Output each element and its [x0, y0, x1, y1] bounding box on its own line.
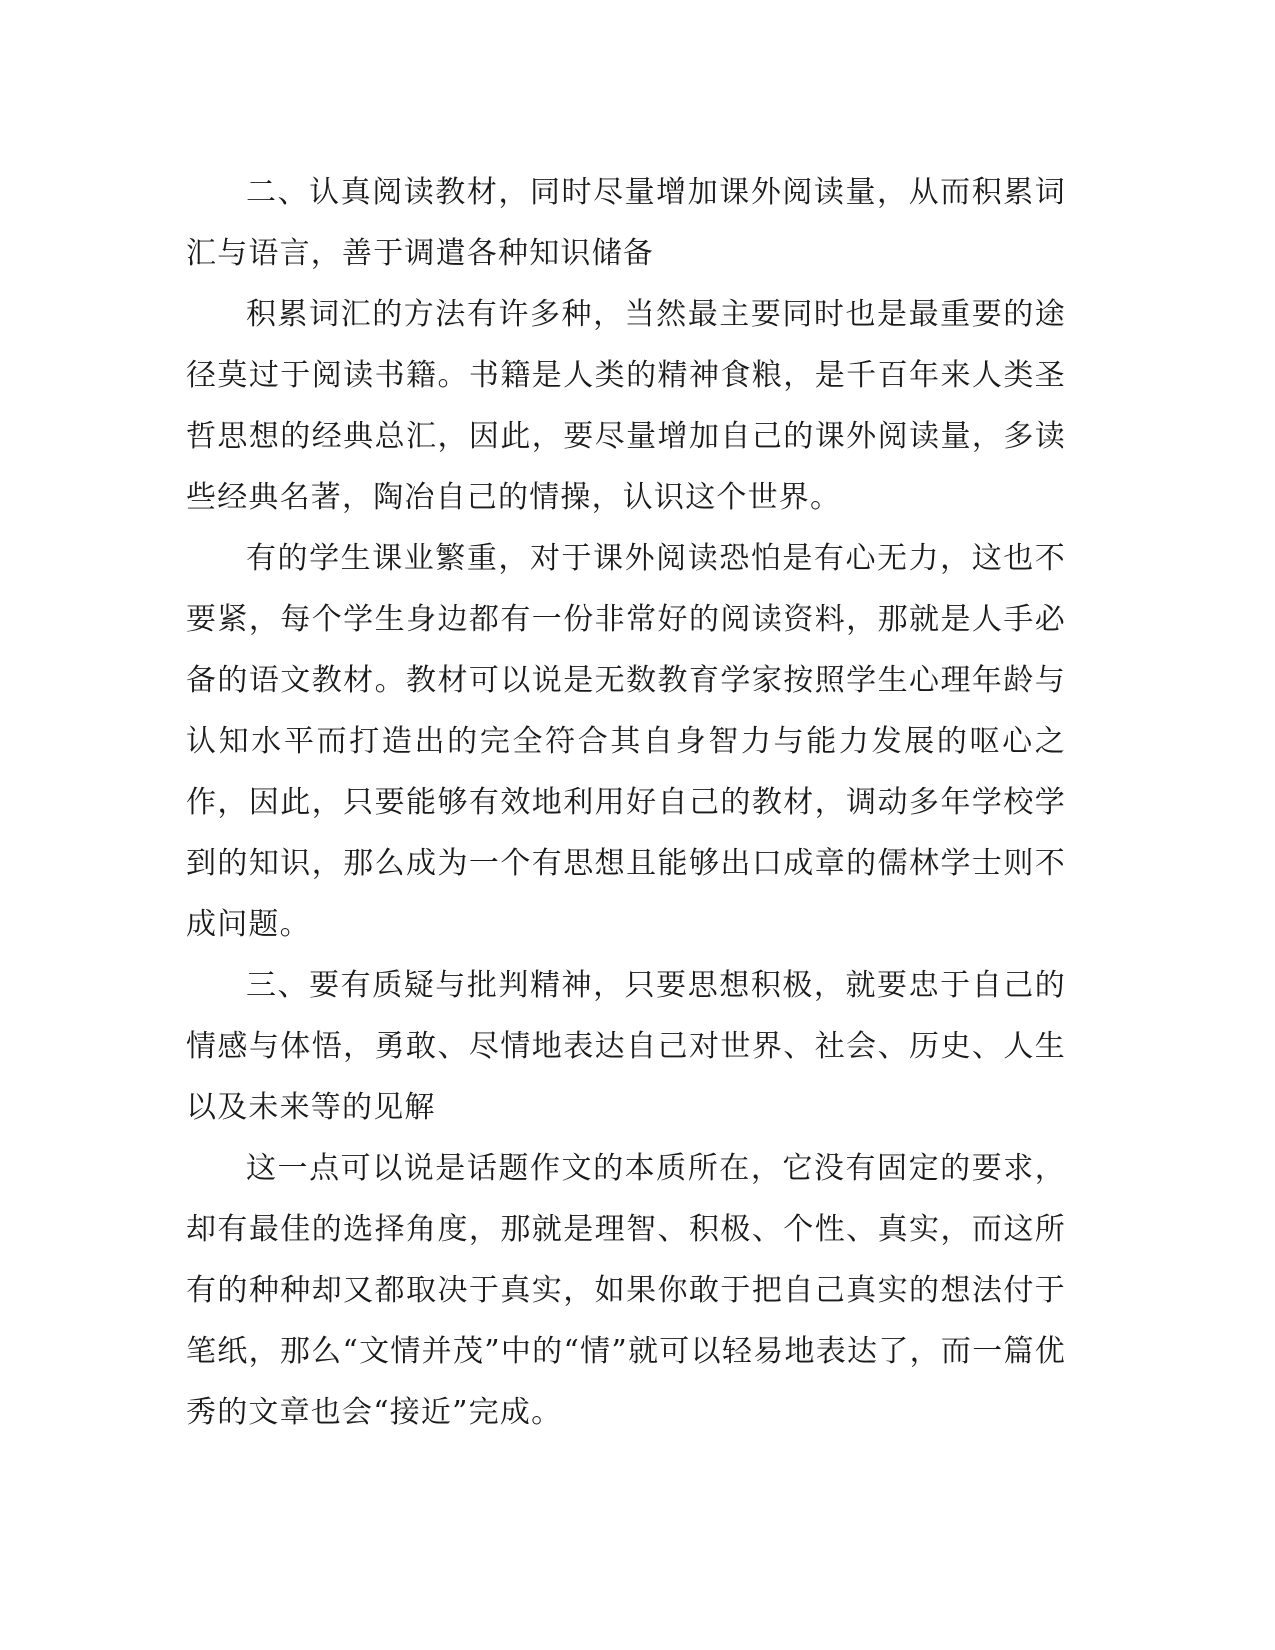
- section-heading-two: 二、认真阅读教材，同时尽量增加课外阅读量，从而积累词汇与语言，善于调遣各种知识储备: [186, 175, 1066, 271]
- body-paragraph: 积累词汇的方法有许多种，当然最主要同时也是最重要的途径莫过于阅读书籍。书籍是人类的精神食粮，是千百年来人类圣哲思想的经典总汇，因此，要尽量增加自己的课外阅读量，多读些经典名著，陶冶自己的情操，认识这个世界。: [186, 297, 1066, 515]
- document-body: [186, 162, 1066, 1443]
- section-heading-three: 三、要有质疑与批判精神，只要思想积极，就要忠于自己的情感与体悟，勇敢、尽情地表达自己对世界、社会、历史、人生以及未来等的见解: [186, 968, 1066, 1125]
- body-paragraph: 这一点可以说是话题作文的本质所在，它没有固定的要求，却有最佳的选择角度，那就是理智、积极、个性、真实，而这所有的种种却又都取决于真实，如果你敢于把自己真实的想法付于笔纸，那么“文情并茂”中的“情”就可以轻易地表达了，而一篇优秀的文章也会“接近”完成。: [186, 1151, 1066, 1430]
- body-paragraph: 有的学生课业繁重，对于课外阅读恐怕是有心无力，这也不要紧，每个学生身边都有一份非常好的阅读资料，那就是人手必备的语文教材。教材可以说是无数教育学家按照学生心理年龄与认知水平而打造出的完全符合其自身智力与能力发展的呕心之作，因此，只要能够有效地利用好自己的教材，调动多年学校学到的知识，那么成为一个有思想且能够出口成章的儒林学士则不成问题。: [186, 541, 1066, 942]
